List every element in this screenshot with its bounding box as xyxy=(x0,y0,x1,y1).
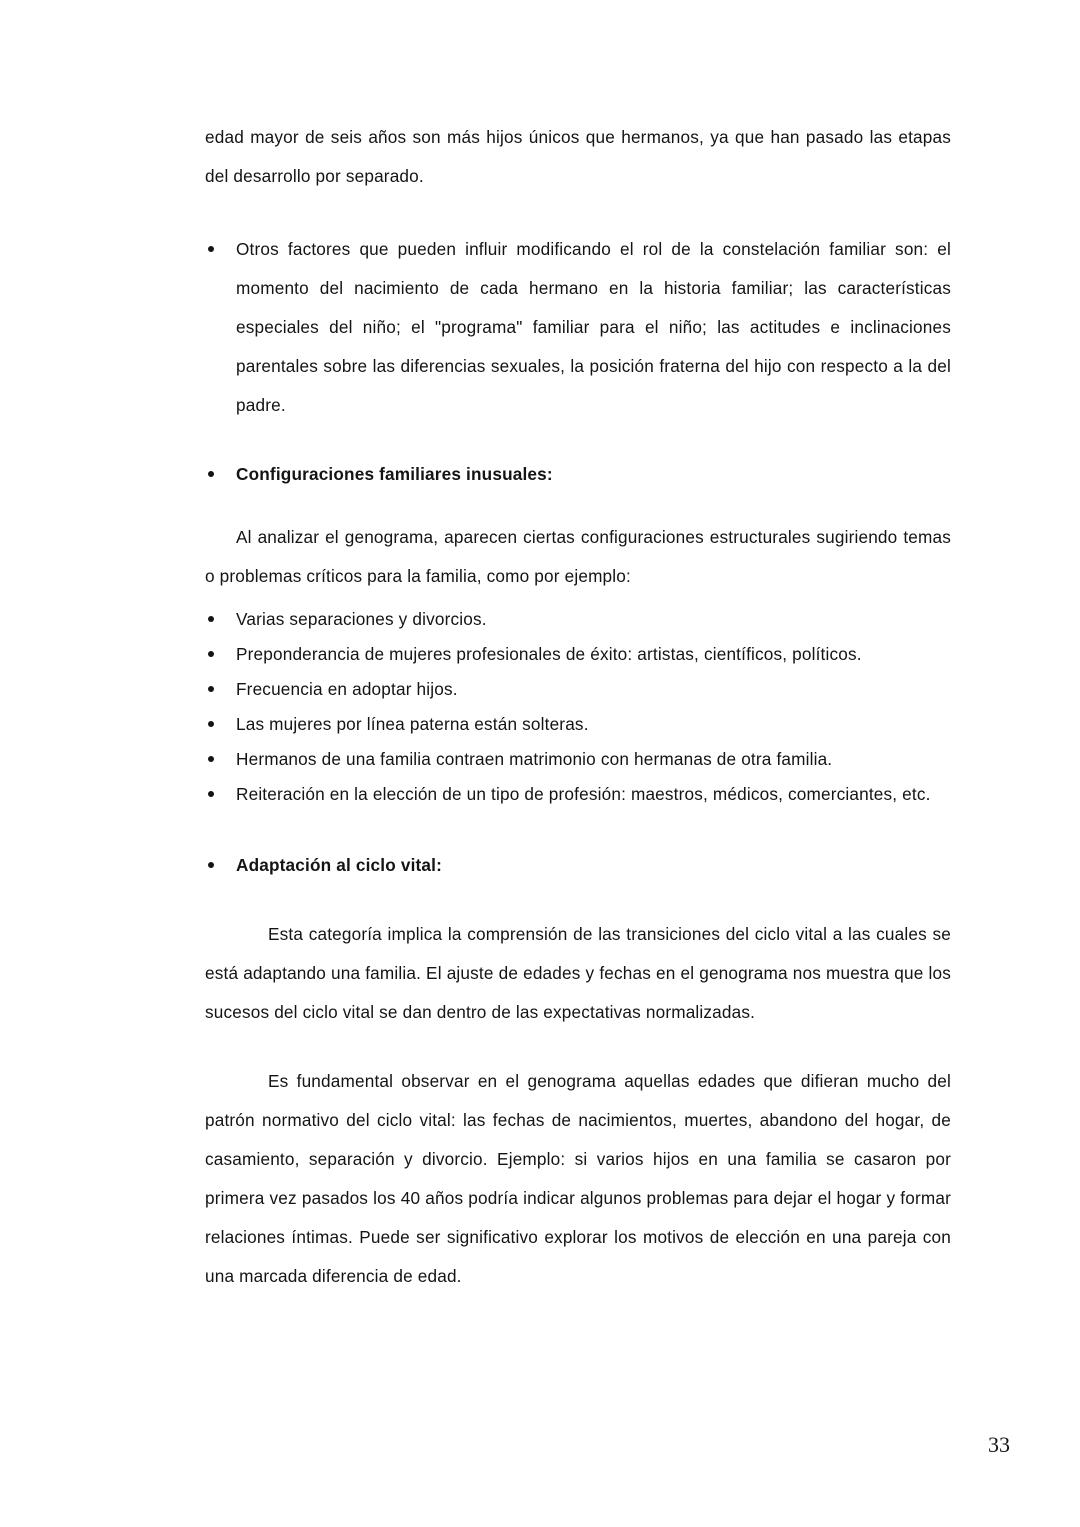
paragraph-continued: edad mayor de seis años son más hijos únicos que hermanos, ya que han pasado las etapas del desarrollo por separado. xyxy=(205,127,951,186)
bullet-icon xyxy=(208,455,239,494)
bullet-icon xyxy=(208,672,239,707)
bullet-icon xyxy=(208,777,239,812)
bullet-icon xyxy=(208,602,239,637)
list-item xyxy=(205,672,951,707)
list-item xyxy=(205,742,951,777)
spacer xyxy=(205,885,951,915)
bullet-icon xyxy=(208,637,239,672)
spacer xyxy=(205,1032,951,1062)
list-item xyxy=(205,707,951,742)
list-item xyxy=(205,637,951,672)
heading-text: Configuraciones familiares inusuales: xyxy=(236,464,553,484)
bullet-item-otros-factores xyxy=(205,230,951,425)
list-item-text: Reiteración en la elección de un tipo de profesión: maestros, médicos, comerciantes, etc. xyxy=(236,784,931,804)
bullet-text: Otros factores que pueden influir modificando el rol de la constelación familiar son: el momento del nacimiento de cada hermano en la historia familiar; las características especiales del niño; el "programa" familiar para el niño; las actitudes e inclinaciones parentales sobre las diferencias sexuales, la posición fraterna del hijo con respecto a la del padre. xyxy=(236,239,951,415)
list-item-text: Preponderancia de mujeres profesionales de éxito: artistas, científicos, políticos. xyxy=(236,644,862,664)
text-column xyxy=(205,118,951,1296)
list-item-text: Hermanos de una familia contraen matrimonio con hermanas de otra familia. xyxy=(236,749,833,769)
heading-adaptacion-ciclo-vital xyxy=(205,846,951,885)
list-item-text: Frecuencia en adoptar hijos. xyxy=(236,679,458,699)
spacer xyxy=(205,812,951,846)
list-item-text: Varias separaciones y divorcios. xyxy=(236,609,487,629)
spacer xyxy=(205,196,951,230)
bullet-icon xyxy=(208,846,239,885)
paragraph-es-fundamental: Es fundamental observar en el genograma aquellas edades que difieran mucho del patrón normativo del ciclo vital: las fechas de nacimientos, muertes, abandono del hogar, de casamiento, separación y divorcio. Ejemplo: si varios hijos en una familia se casaron por primera vez pasados los 40 años podría indicar algunos problemas para dejar el hogar y formar relaciones íntimas. Puede ser significativo explorar los motivos de elección en una pareja con una marcada diferencia de edad. xyxy=(205,1071,951,1286)
page-number: 33 xyxy=(988,1432,1010,1457)
spacer xyxy=(205,425,951,455)
bullet-icon xyxy=(208,742,239,777)
list-item xyxy=(205,777,951,812)
paragraph-esta-categoria: Esta categoría implica la comprensión de las transiciones del ciclo vital a las cuales se está adaptando una familia. El ajuste de edades y fechas en el genograma nos muestra que los sucesos del ciclo vital se dan dentro de las expectativas normalizadas. xyxy=(205,924,951,1022)
bullet-icon xyxy=(208,230,239,269)
spacer xyxy=(205,494,951,518)
paragraph-al-analizar: Al analizar el genograma, aparecen ciertas configuraciones estructurales sugiriendo temas o problemas críticos para la familia, como por ejemplo: xyxy=(205,527,951,586)
list-item xyxy=(205,602,951,637)
list-configuraciones-estructurales xyxy=(205,602,951,812)
heading-configuraciones-familiares xyxy=(205,455,951,494)
bullet-icon xyxy=(208,707,239,742)
heading-text: Adaptación al ciclo vital: xyxy=(236,855,442,875)
list-item-text: Las mujeres por línea paterna están solteras. xyxy=(236,714,589,734)
